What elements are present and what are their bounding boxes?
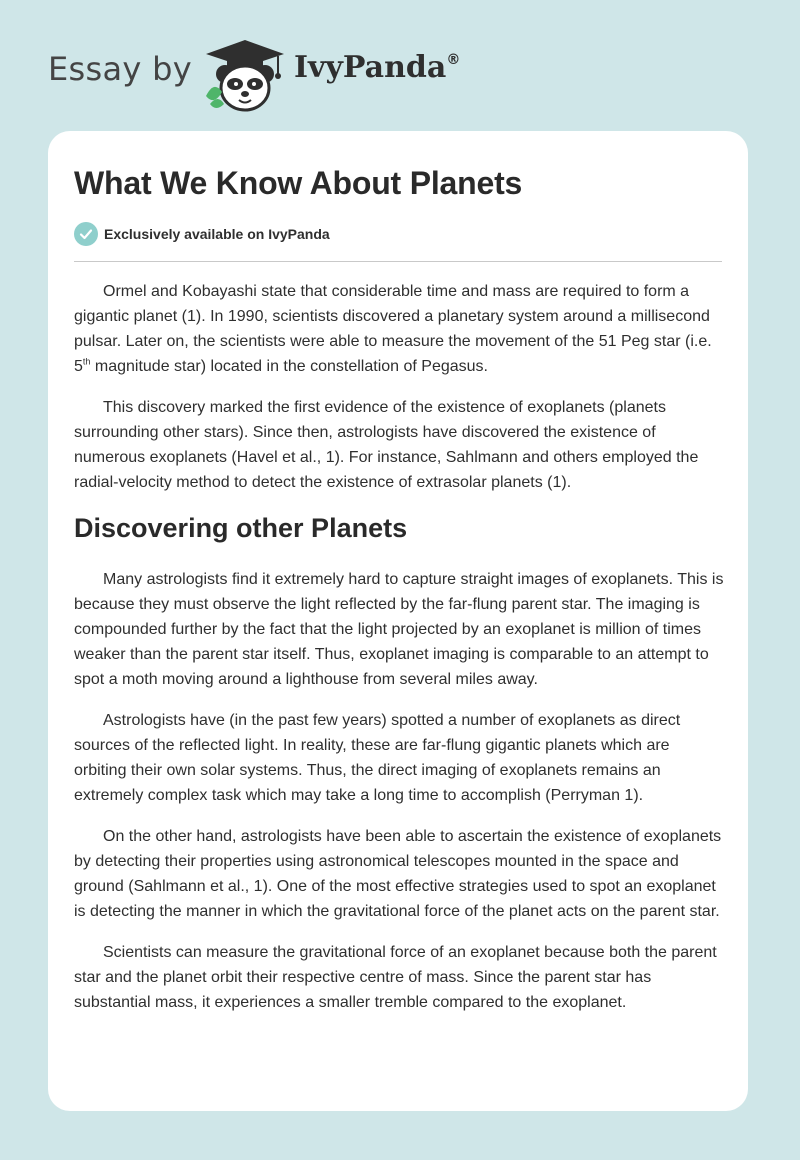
paragraph-6: Scientists can measure the gravitational force of an exoplanet because both the parent star and the planet orbit their respective centre of mass. Since the parent star has substantial mass, it experiences a smaller tremble compared to the exoplanet. xyxy=(74,944,717,1011)
paragraph-4: Astrologists have (in the past few years) spotted a number of exoplanets as direct sources of the reflected light. In reality, these are far-flung gigantic planets which are orbiting their own solar systems. Thus, the direct imaging of exoplanets remains an extremely complex task which may take a long time to accomplish (Perryman 1). xyxy=(74,712,681,804)
essay-by-label: Essay by xyxy=(48,50,192,88)
badge-text: Exclusively available on IvyPanda xyxy=(104,226,330,242)
essay-body xyxy=(74,279,726,1031)
paragraph-1: Ormel and Kobayashi state that considerable time and mass are required to form a gigantic planet (1). In 1990, scientists discovered a planetary system around a millisecond pulsar. Later on, the scientists were able to measure the movement of the 51 Peg star (i.e. 5th magnitude star) located in the constellation of Pegasus. xyxy=(74,283,712,375)
brand-name[interactable]: IvyPanda® xyxy=(294,50,461,85)
exclusive-badge xyxy=(74,222,330,246)
page-title: What We Know About Planets xyxy=(74,165,523,201)
divider xyxy=(74,261,722,262)
section-heading: Discovering other Planets xyxy=(74,513,408,543)
paragraph-2: This discovery marked the first evidence of the existence of exoplanets (planets surrounding other stars). Since then, astrologists have discovered the existence of numerous exoplanets (Havel et al., 1). For instance, Sahlmann and others employed the radial-velocity method to detect the existence of extrasolar planets (1). xyxy=(74,399,699,491)
essay-card xyxy=(48,131,748,1111)
paragraph-5: On the other hand, astrologists have been able to ascertain the existence of exoplanets by detecting their properties using astronomical telescopes mounted in the space and ground (Sahlmann et al., 1). One of the most effective strategies used to spot an exoplanet is detecting the manner in which the gravitational force of the planet acts on the parent star. xyxy=(74,828,722,920)
panda-logo-icon[interactable] xyxy=(200,34,290,114)
check-icon xyxy=(74,222,98,246)
site-header xyxy=(48,28,548,118)
paragraph-3: Many astrologists find it extremely hard to capture straight images of exoplanets. This is because they must observe the light reflected by the far-flung parent star. The imaging is compounded further by the fact that the light projected by an exoplanet is million of times weaker than the parent star itself. Thus, exoplanet imaging is comparable to an attempt to spot a moth moving around a lighthouse from several miles away. xyxy=(74,571,724,688)
